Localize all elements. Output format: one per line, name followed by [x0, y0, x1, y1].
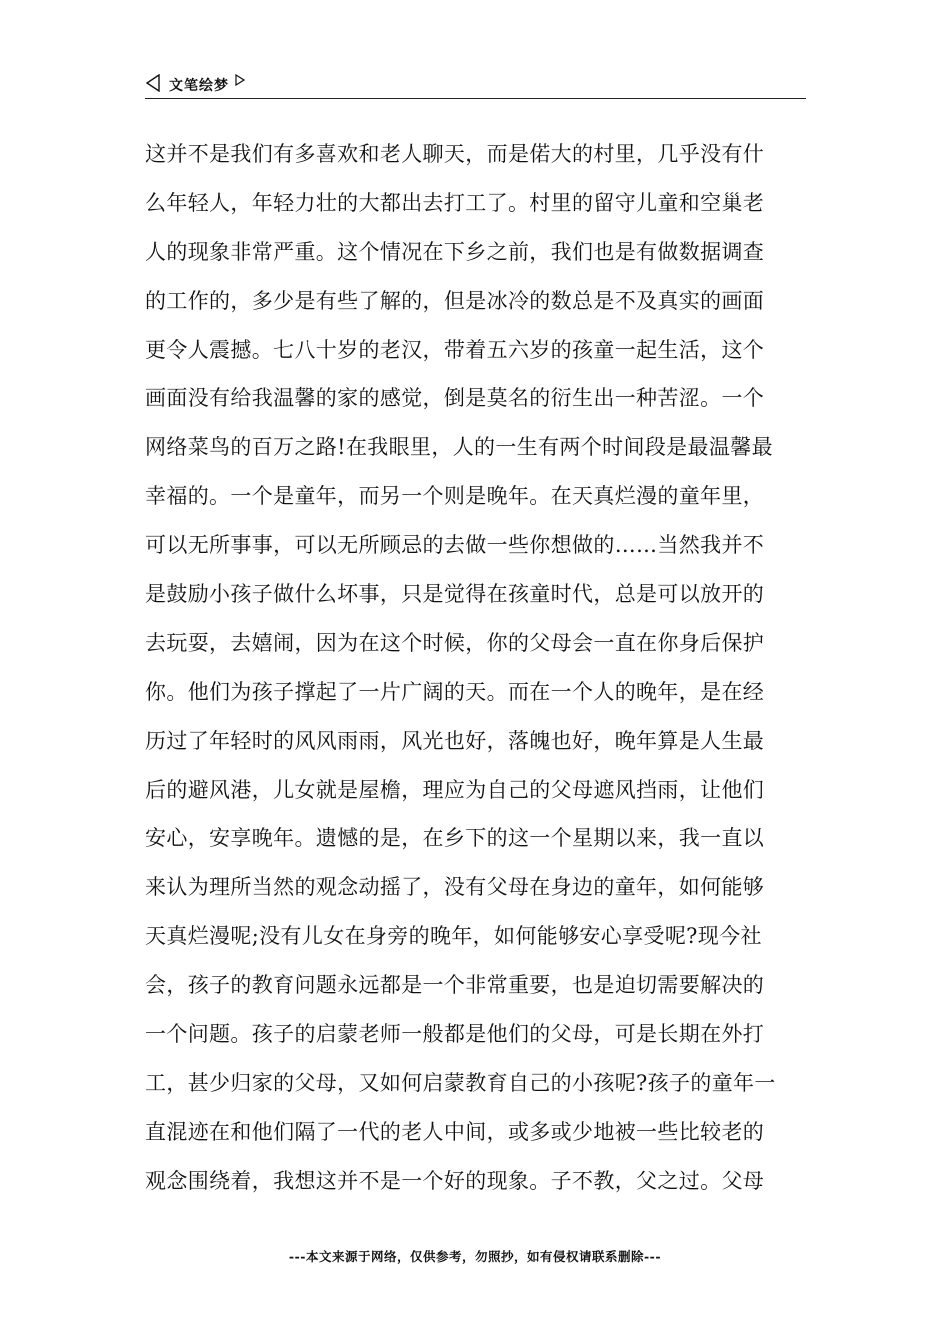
text-line: 这并不是我们有多喜欢和老人聊天，而是偌大的村里，几乎没有什 [145, 142, 765, 166]
text-line: 么年轻人，年轻力壮的大都出去打工了。村里的留守儿童和空巢老 [145, 190, 765, 215]
triangle-right-outline-icon [235, 74, 245, 86]
text-line: 可以无所事事，可以无所顾忌的去做一些你想做的……当然我并不 [145, 533, 765, 558]
text-line: 后的避风港，儿女就是屋檐，理应为自己的父母遮风挡雨，让他们 [145, 777, 765, 802]
text-line: 来认为理所当然的观念动摇了，没有父母在身边的童年，如何能够 [145, 875, 765, 900]
text-line: 去玩耍，去嬉闹，因为在这个时候，你的父母会一直在你身后保护 [145, 630, 765, 655]
text-line: 一个问题。孩子的启蒙老师一般都是他们的父母，可是长期在外打 [145, 1022, 765, 1047]
page-header [145, 72, 806, 99]
text-line: 天真烂漫呢;没有儿女在身旁的晚年，如何能够安心享受呢?现今社 [145, 924, 762, 949]
text-line: 历过了年轻时的风风雨雨，风光也好，落魄也好，晚年算是人生最 [145, 728, 765, 753]
text-line: 人的现象非常严重。这个情况在下乡之前，我们也是有做数据调查 [145, 239, 765, 264]
text-line: 会，孩子的教育问题永远都是一个非常重要，也是迫切需要解决的 [145, 973, 765, 998]
text-line: 观念围绕着，我想这并不是一个好的现象。子不教，父之过。父母 [145, 1168, 765, 1193]
text-line: 画面没有给我温馨的家的感觉，倒是莫名的衍生出一种苦涩。一个 [145, 386, 765, 411]
text-line: 幸福的。一个是童年，而另一个则是晚年。在天真烂漫的童年里， [145, 484, 765, 509]
text-line: 是鼓励小孩子做什么坏事，只是觉得在孩童时代，总是可以放开的 [145, 582, 765, 607]
text-line: 网络菜鸟的百万之路!在我眼里，人的一生有两个时间段是最温馨最 [145, 435, 773, 460]
text-line: 工，甚少归家的父母，又如何启蒙教育自己的小孩呢?孩子的童年一 [145, 1070, 776, 1095]
document-body [145, 130, 815, 1206]
text-line: 的工作的，多少是有些了解的，但是冰冷的数总是不及真实的画面 [145, 288, 765, 313]
text-line: 更令人震撼。七八十岁的老汉，带着五六岁的孩童一起生活，这个 [145, 337, 765, 362]
text-line: 你。他们为孩子撑起了一片广阔的天。而在一个人的晚年，是在经 [145, 679, 765, 704]
triangle-left-outline-icon [145, 74, 161, 92]
footer-disclaimer: ---本文来源于网络，仅供参考，勿照抄，如有侵权请联系删除--- [288, 1249, 662, 1264]
header-title: 文笔绘梦 [169, 78, 229, 94]
text-line: 安心，安享晚年。遗憾的是，在乡下的这一个星期以来，我一直以 [145, 826, 765, 851]
text-line: 直混迹在和他们隔了一代的老人中间，或多或少地被一些比较老的 [145, 1119, 765, 1144]
